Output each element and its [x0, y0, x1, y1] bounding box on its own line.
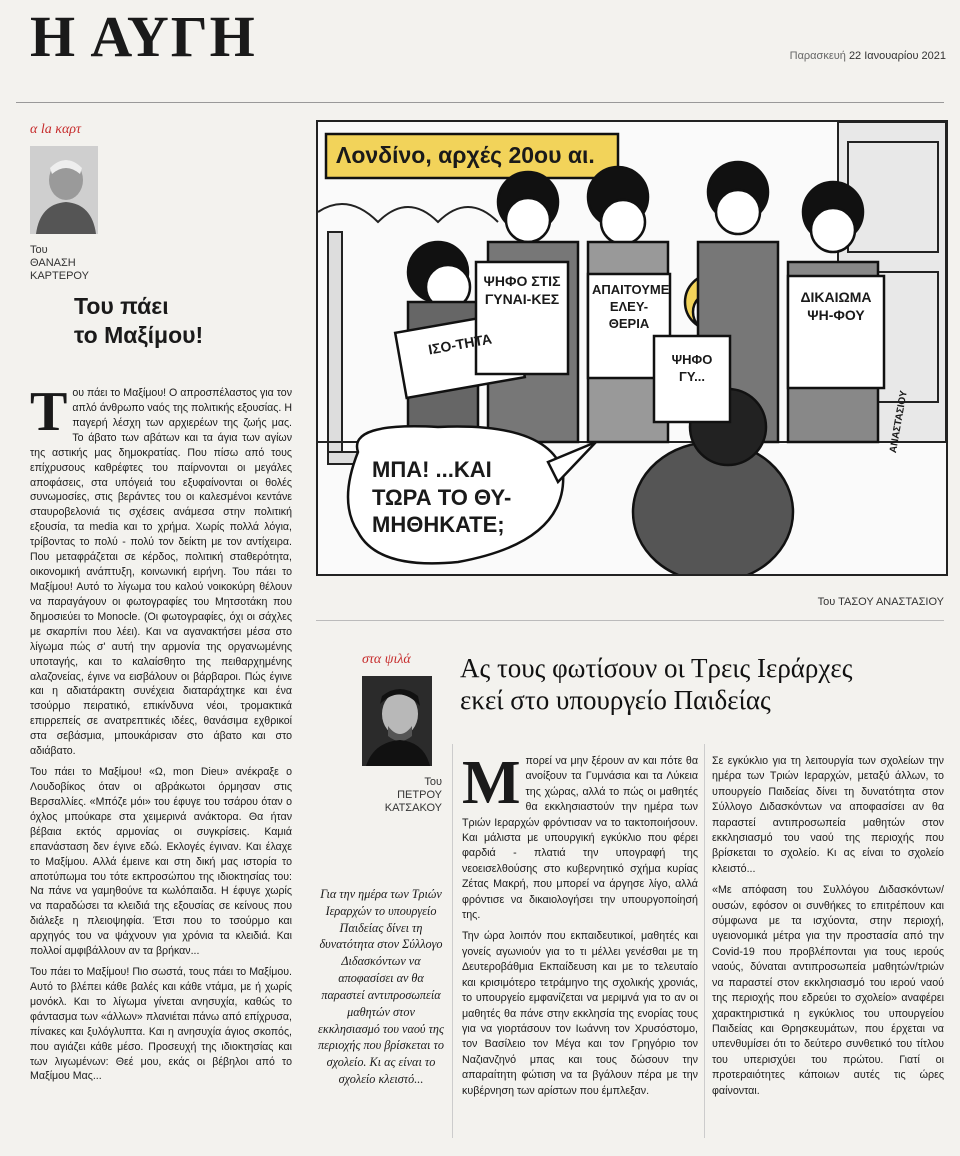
- left-headline-line1: Του πάει: [74, 293, 169, 319]
- mid-rule: [316, 620, 944, 621]
- left-para-1: ου πάει το Μαξίμου! Ο απροσπέλαστος για τον απλό άνθρωπο ναός της πολιτικής εξουσίας. Η παγερή λέσχη των αρχιερέων της ζωής μας. Το άβατο των αβάτων και τα άγια των αγίων της αστικής μας δημοκρατίας. Που πίσω από τους επίχρυσους καθρέφτες του παίρνονται οι μεγάλες αποφάσεις, στα υπόγειά του εξυφαίνονται οι θολές συνωμοσίες, στις βεράντες του οι καλεσμένοι κεντάνε σταυροβελονιά τις σχέσεις ανάμεσα στην πολιτική εξουσία, τα media και το χρήμα. Χωρίς πολλά λόγια, τρίβοντας το πολύ - πολύ τον δείκτη με τον αντίχειρα. Που μεταφράζεται σε κέρδος, πολιτική σταθερότητα, οικονομική ανάπτυξη, κοινωνική ειρήνη. Του πάει το Μαξίμου! Αυτό το λίγωμα του καλού νοικοκύρη θέλουν να παραγάγουν οι φωτογραφίες του Μητσοτάκη που δημοσιεύει το Monocle. (Οι φωτογραφίες, όχι οι σάχλες με σκαρπίνι που λέει). Και να αγανακτήσει μέσα στο λίγωμα πώς σ' αυτή την αρμονία της οργανωμένης υποταγής, και το καλαίσθητο της πειθαρχημένης αλαζονείας, έγινε να εισβάλουν οι βάρβαροι. Πώς έγινε και η αδιατάρακτη συνέχεια διαταράχτηκε και ένα τσούρμο πειρατικό, επικίνδυνα νέοι, τρομακτικά επιρρεπείς σε ανατρεπτικές ιδέες, θανάσιμα εχθρικοί στα σεβάσμια, μπουκάρισαν στο άβατο και στο αδιάβατο.: [30, 387, 292, 758]
- left-para-3: Του πάει το Μαξίμου! Πιο σωστά, τους πάει το Μαξίμου. Αυτό το βλέπει κάθε βαλές και κάθε ντάμα, με ή χωρίς μονόκλ. Και το λίγωμα γίνεται ανησυχία, καθώς το φάντασμα των «άλλων» πλανιέται πάνω από επίχρυσα, πίνακες και ξυλόγλυπτα. Και η ανησυχία άγιος σκοπός, που αγιάζει κάθε μέσο. Προσευχή της ιδιοκτησίας και των λιγωμένων: Θεέ μου, εκάς οι βέβηλοι από το Μαξίμου Μας...: [30, 966, 292, 1083]
- author-photo-kartero: [30, 146, 98, 234]
- right-col-1: [462, 749, 698, 1105]
- sign-apaitoume: ΑΠΑΙΤΟΥΜΕ ΕΛΕΥ-ΘΕΡΙΑ: [592, 282, 670, 331]
- byline-first: ΘΑΝΑΣΗ: [30, 257, 76, 270]
- right-headline-line2: εκεί στο υπουργείο Παιδείας: [460, 685, 771, 716]
- sign-psifo-gy: ΨΗΦΟ ΓΥ...: [671, 352, 713, 384]
- column-divider-2: [704, 744, 705, 1138]
- author-portrait-icon: [362, 676, 432, 766]
- right-col1-para-2: Την ώρα λοιπόν που εκπαιδευτικοί, μαθητές και γονείς αγωνιούν για το τι μέλλει γενέσθαι με τη Δευτεροβάθμια Εκπαίδευση και με το τελευταίο και κρισιμότερο τετράμηνο της σχολικής χρονιάς, το υπουργείο εμφανίζεται να μεριμνά για το αν οι μαθητές θα πάνε στην εκκλησία της ενορίας τους για να γιορτάσουν τον Ιωάννη τον Χρυσόστομο, τον Βασίλειο τον Μέγα και τον Γρηγόριο τον Ναζιανζηνό μπας και τους δώσουν την απαραίτητη φώτιση να τα βγάλουν πέρα με την κυβέρνηση των αρίστων που έμπλεξαν.: [462, 930, 698, 1097]
- cartoon-credit-prefix: Του: [817, 596, 836, 608]
- byline-prefix: Του: [424, 776, 442, 788]
- right-byline: [362, 776, 442, 816]
- column-divider-1: [452, 744, 453, 1138]
- date-day: Παρασκευή: [789, 50, 846, 62]
- right-headline-line1: Ας τους φωτίσουν οι Τρεις Ιεράρχες: [460, 653, 853, 683]
- byline-prefix: Του: [30, 244, 48, 256]
- right-kicker: στα ψιλά: [362, 652, 411, 667]
- sign-dikaioma: ΔΙΚΑΙΩΜΑ ΨΗ-ΦΟΥ: [800, 289, 872, 324]
- pull-quote: Για την ημέρα των Τριών Ιεραρχών το υπουργείο Παιδείας δίνει τη δυνατότητα στον Σύλλογο Διδασκόντων να αποφασίσει αν θα παραστεί αντιπροσωπεία μαθητών στον εκκλησιασμό του ναού της περιοχής που βρίσκεται το σχολείο. Κι ας είναι το σχολείο κλειστό...: [318, 887, 444, 1087]
- speech-bubble-text: ΜΠΑ! ...ΚΑΙ ΤΩΡΑ ΤΟ ΘΥ-ΜΗΘΗΚΑΤΕ;: [372, 457, 512, 537]
- left-para-2: Του πάει το Μαξίμου! «Ω, mon Dieu» ανέκραξε ο Λουδοβίκος όταν οι αβράκωτοι όρμησαν στις Βερσαλλίες. «Μπόζε μόι» του έφυγε του τσάρου όταν ο όχλος μπούκαρε στα χειμερινά ανάκτορα. Θα ήταν βέβαια εκτός αρμονίας οι συγκρίσεις. Καμιά επανάσταση δεν έγινε εδώ. Εκλογές έγιναν. Και έλαχε το Μαξίμου. Αλλά έμεινε και στη δική μας ιστορία το αποτύπωμα του τότε εκπροσώπου της ιδιοκτησίας του: Να πάνε να γαμηθούνε τα κωλόπαιδα. Η έφυγε χωρίς να παραδώσει τα κλειδιά της εξουσίας σε κείνους που διάλεξε η πλειοψηφία. Έτσι που το τσούρμο και αρχηγός του να ψάχνουν για χρόνια τα κλειδιά. Και πολλοί αμφιβάλλουν αν τα βρήκαν...: [30, 766, 292, 958]
- masthead: Η ΑΥΓΗ: [30, 4, 257, 69]
- date-rest: 22 Ιανουαρίου 2021: [848, 50, 946, 62]
- sign-psifo-gynaikes: ΨΗΦΟ ΣΤΙΣ ΓΥΝΑΙ-ΚΕΣ: [483, 273, 561, 308]
- left-dropcap: Τ: [30, 381, 68, 443]
- sign-isotita: ΙΣΟ-ΤΗΤΑ: [427, 330, 493, 358]
- issue-date: [790, 50, 946, 62]
- right-col2-para-1: Σε εγκύκλιο για τη λειτουργία των σχολείων την ημέρα των Τριών Ιεραρχών, μεταξύ άλλων, το υπουργείο Παιδείας δίνει τη δυνατότητα στον Σύλλογο Διδασκόντων να αποφασίσει αν θα παραστεί αντιπροσωπεία μαθητών στον εκκλησιασμό του ναού της περιοχής που βρίσκεται το σχολείο. Κι ας είναι το σχολείο κλειστό...: [712, 755, 944, 875]
- author-photo-katsakou: [362, 676, 432, 766]
- right-col-2: [712, 754, 944, 1105]
- byline-last: ΚΑΤΣΑΚΟΥ: [384, 802, 442, 815]
- left-byline: [30, 244, 89, 284]
- right-dropcap: Μ: [462, 749, 521, 817]
- cartoon-caption-box: Λονδίνο, αρχές 20ου αι.: [336, 142, 595, 168]
- right-col1-para-1: πορεί να μην ξέρουν αν και πότε θα ανοίξουν τα Γυμνάσια και τα Λύκεια της χώρας, αλλά το πώς οι μαθητές θα εκκλησιαστούν την ημέρα των Τριών Ιεραρχών φρόντισαν να το τακτοποιήσουν. Και μάλιστα με υπουργική εγκύκλιο που φέρει φαρδιά - πλατιά την υπογραφή της νεοεισελθούσης στο κυβερνητικό σχήμα κυρίας Ζέτας Μακρή, που μπορεί να άργησε λίγο, αλλά φρόντισε να δικαιολογήσει την υπουργοποίησή της.: [462, 755, 698, 922]
- left-headline: [74, 292, 203, 351]
- left-article-body: [30, 381, 292, 1090]
- cartoon: [316, 120, 948, 576]
- right-col2-para-2: «Με απόφαση του Συλλόγου Διδασκόντων/ουσών, εφόσον οι συνθήκες το επιτρέπουν και σύμφωνα με τα ισχύοντα, στην περιοχή, υγειονομικά μέτρα για την προστασία από την Covid-19 που προβλέπονται για τους ιερούς ναούς, δύναται αντιπροσωπεία μαθητών/τριών να παραστεί στον εκκλησιασμό του ιερού ναού της περιοχής που εδρεύει το σχολείο» αναφέρει χαρακτηριστικά η εγκύκλιος του υπουργείου Παιδείας και Θρησκευμάτων, που έρχεται να υπενθυμίσει ότι το δεύτερο συνθετικό του τίτλου του υπερισχύει του πρώτου. Γιατί οι προτεραιότητες κάποιων αυτές τις ώρες φαίνονται.: [712, 884, 944, 1097]
- left-kicker: α la καρτ: [30, 122, 82, 137]
- left-headline-line2: το Μαξίμου!: [74, 322, 204, 349]
- cartoon-credit-name: ΤΑΣΟΥ ΑΝΑΣΤΑΣΙΟΥ: [838, 596, 944, 608]
- byline-first: ΠΕΤΡΟΥ: [397, 789, 442, 802]
- author-portrait-icon: [30, 146, 98, 234]
- cartoonist-signature: ΑΝΑΣΤΑΣΙΟΥ: [888, 389, 910, 454]
- right-headline: [460, 652, 940, 717]
- cartoon-credit: [818, 596, 944, 608]
- byline-last: ΚΑΡΤΕΡΟΥ: [30, 270, 89, 283]
- top-rule: [16, 102, 944, 103]
